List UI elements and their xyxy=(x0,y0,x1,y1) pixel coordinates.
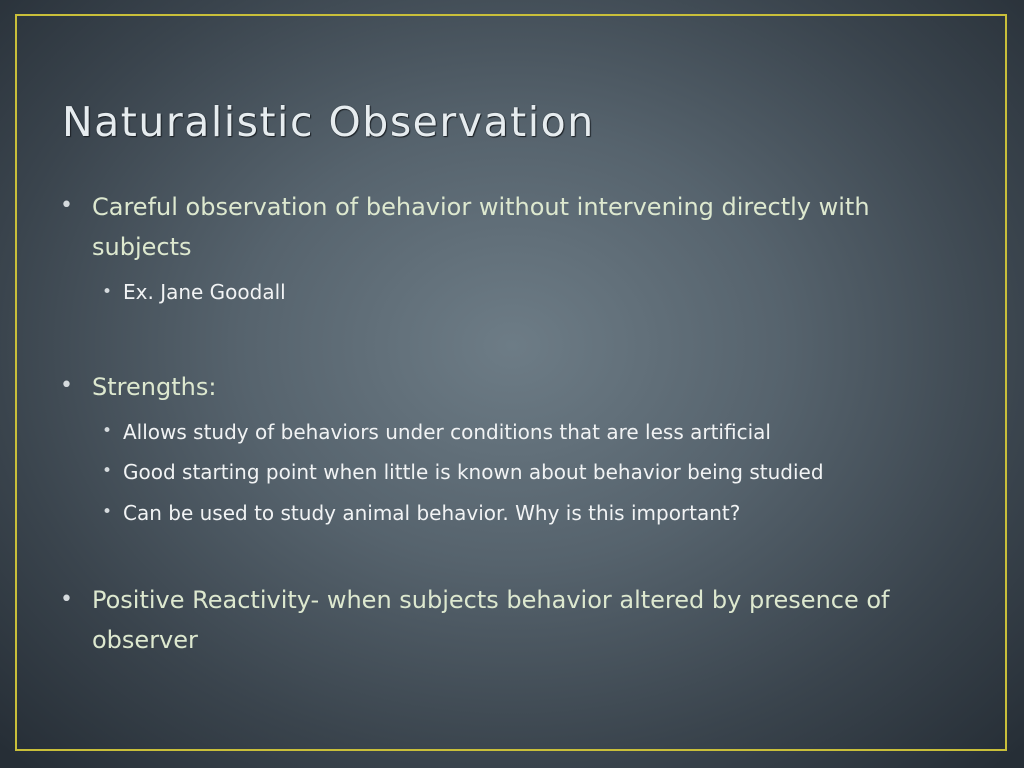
bullet-1-text: Careful observation of behavior without intervening directly with subjects xyxy=(92,193,870,261)
sub-bullet-dot-icon: • xyxy=(102,421,113,441)
sub-bullet-dot-icon: • xyxy=(102,282,113,302)
bullet-dot-icon: • xyxy=(60,587,73,612)
bullet-2-sub-3: Can be used to study animal behavior. Why is this important? xyxy=(123,501,741,525)
bullet-3-text: Positive Reactivity- when subjects behavior altered by presence of observer xyxy=(92,586,890,654)
bullet-dot-icon: • xyxy=(60,193,73,218)
sub-bullet-dot-icon: • xyxy=(102,502,113,522)
bullet-dot-icon: • xyxy=(60,373,73,398)
bullet-2-text: Strengths: xyxy=(92,373,217,401)
sub-bullet-dot-icon: • xyxy=(102,461,113,481)
bullet-2-sub-1: Allows study of behaviors under conditions that are less artificial xyxy=(123,420,771,444)
bullet-2-sub-2: Good starting point when little is known about behavior being studied xyxy=(123,460,824,484)
slide-title: Naturalistic Observation xyxy=(62,98,595,146)
bullet-1-sub-1: Ex. Jane Goodall xyxy=(123,280,286,304)
